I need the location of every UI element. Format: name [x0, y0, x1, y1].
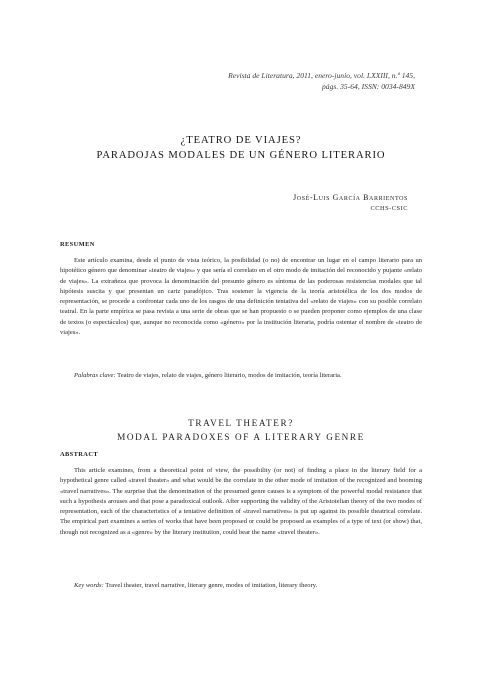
resumen-text: Este artículo examina, desde el punto de vista teórico, la posibilidad (o no) de encontrar un lugar en el campo literario para un hipotético género que denominar «teatro de viajes» y que sería el correlato en el otro modo de imitación del reconocido y pujante «relato de viajes». La extrañeza que provoca la denominación del presunto género es síntoma de las poderosas resistencias modales que tal hipótesis suscita y que presentan un cariz paradójico. Tras sostener la vigencia de la teoría aristotélica de los dos modos de representación, se procede a confrontar cada uno de los rasgos de una definición tentativa del «relato de viajes» con su posible correlato teatral. En la parte empírica se pasa revista a una serie de obras que se han propuesto o se pueden proponer como ejemplos de una clase de textos (o espectáculos) que, aunque no reconocida como «género» por la institución literaria, podría ostentar el nombre de «teatro de viajes».	[60, 257, 422, 336]
abstract-text: This article examines, from a theoretical point of view, the possibility (or not) of finding a place in the literary field for a hypothetical genre called «travel theater» and what would be the correlate in the other mode of imitation of the recognized and booming «travel narratives». The surprise that the denomination of the presumed genre causes is a symptom of the powerful modal resistance that such a hypothesis arouses and that pose a paradoxical outlook. After supporting the validity of the Aristotelian theory of the two modes of representation, each of the characteristics of a tentative definition of «travel narratives» is put up against its possible theatrical correlate. The empirical part examines a series of works that have been proposed or could be proposed as examples of a type of text (or show) that, though not recognized as a «genre» by the literary institution, could bear the name «travel theater».	[60, 467, 422, 536]
author-name: José-Luis García Barrientos	[293, 193, 408, 202]
palabras-clave	[60, 371, 422, 381]
article-title-line2: PARADOJAS MODALES DE UN GÉNERO LITERARIO	[96, 150, 386, 161]
key-words-label: Key words:	[74, 582, 104, 589]
author-affiliation: CCHS-CSIC	[370, 205, 408, 212]
abstract-heading: ABSTRACT	[60, 451, 99, 458]
palabras-clave-label: Palabras clave:	[74, 372, 116, 379]
key-words	[60, 581, 422, 591]
journal-citation	[85, 70, 415, 92]
key-words-text: Travel theater, travel narrative, literary genre, modes of imitation, literary theory.	[105, 582, 318, 589]
english-title-line2: MODAL PARADOXES OF A LITERARY GENRE	[117, 432, 365, 442]
journal-citation-line2: págs. 35-64, ISSN: 0034-849X	[321, 82, 415, 91]
english-title-line1: TRAVEL THEATER?	[188, 418, 294, 428]
article-title-line1: ¿TEATRO DE VIAJES?	[180, 135, 302, 146]
palabras-clave-text: Teatro de viajes, relato de viajes, género literario, modos de imitación, teoría literaria.	[117, 372, 342, 379]
journal-citation-line1: Revista de Literatura, 2011, enero-junio, vol. LXXIII, n.º 145,	[228, 71, 415, 80]
resumen-heading: RESUMEN	[60, 241, 95, 248]
